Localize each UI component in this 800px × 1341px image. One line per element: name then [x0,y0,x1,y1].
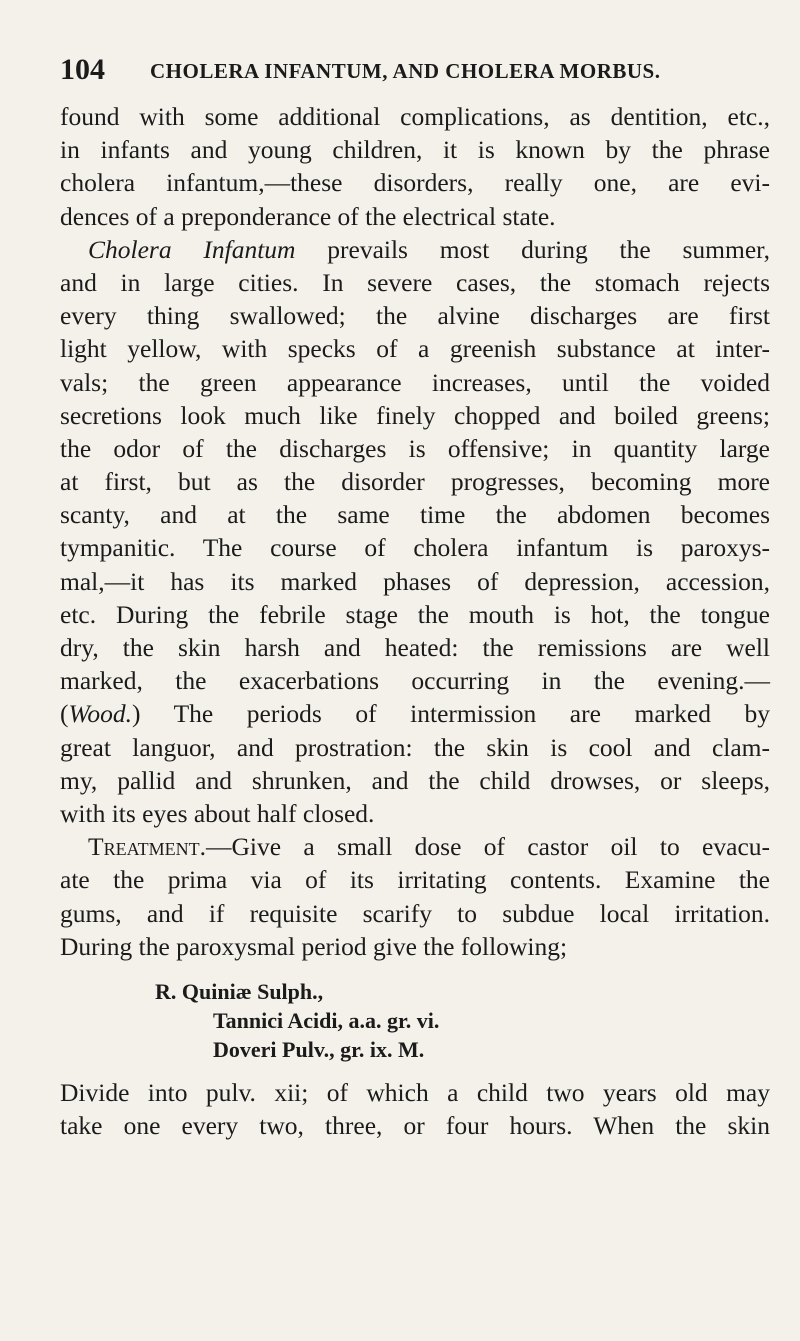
text-line: Cholera Infantum prevails most during the summer, [88,234,770,264]
text-line: take one every two, three, or four hours. When the skin [60,1111,770,1141]
prescription-line: Doveri Pulv., gr. ix. M. [213,1036,425,1062]
text-line: Divide into pulv. xii; of which a child two years old may [60,1077,770,1107]
text-line: cholera infantum,—these disorders, really one, are evi- [60,168,770,198]
page-number: 104 [60,53,105,86]
text-line: my, pallid and shrunken, and the child drowses, or sleeps, [60,765,770,795]
text-line: in infants and young children, it is known by the phrase [60,135,770,165]
text-line: During the paroxysmal period give the following; [60,931,568,961]
text-line: great languor, and prostration: the skin is cool and clam- [60,732,770,762]
text-line: the odor of the discharges is offensive; in quantity large [60,433,770,463]
text-line: vals; the green appearance increases, until the voided [60,367,770,397]
body-text [60,100,770,1142]
text-line: found with some additional complications, as dentition, etc., [60,102,770,131]
text-line: dry, the skin harsh and heated: the remissions are well [60,633,770,662]
running-title: CHOLERA INFANTUM, AND CHOLERA MORBUS. [150,59,661,83]
text-line: (Wood.) The periods of intermission are marked by [60,699,770,729]
text-line: marked, the exacerbations occurring in the evening.— [60,666,770,696]
text-line: tympanitic. The course of cholera infantum is paroxys- [60,533,770,563]
text-line: every thing swallowed; the alvine discharges are first [60,301,770,331]
text-line: at first, but as the disorder progresses, becoming more [60,467,770,497]
text-line: and in large cities. In severe cases, the stomach rejects [60,267,770,297]
prescription [60,977,770,1064]
text-line: with its eyes about half closed. [60,798,375,828]
text-line: light yellow, with specks of a greenish substance at inter- [60,334,770,364]
text-line: secretions look much like finely chopped and boiled greens; [60,400,770,430]
treatment-line: Treatment.—Give a small dose of castor oil to evacu- [88,832,770,862]
running-head [60,50,760,90]
text-line: gums, and if requisite scarify to subdue local irritation. [60,898,770,928]
text-line: scanty, and at the same time the abdomen becomes [60,500,770,530]
text-line: dences of a preponderance of the electrical state. [60,201,556,231]
text-line: etc. During the febrile stage the mouth is hot, the tongue [60,599,770,629]
text-line: mal,—it has its marked phases of depression, accession, [60,566,770,596]
prescription-line: Tannici Acidi, a.a. gr. vi. [213,1007,440,1033]
text-line: ate the prima via of its irritating contents. Examine the [60,865,770,895]
prescription-line: R. Quiniæ Sulph., [155,978,324,1004]
